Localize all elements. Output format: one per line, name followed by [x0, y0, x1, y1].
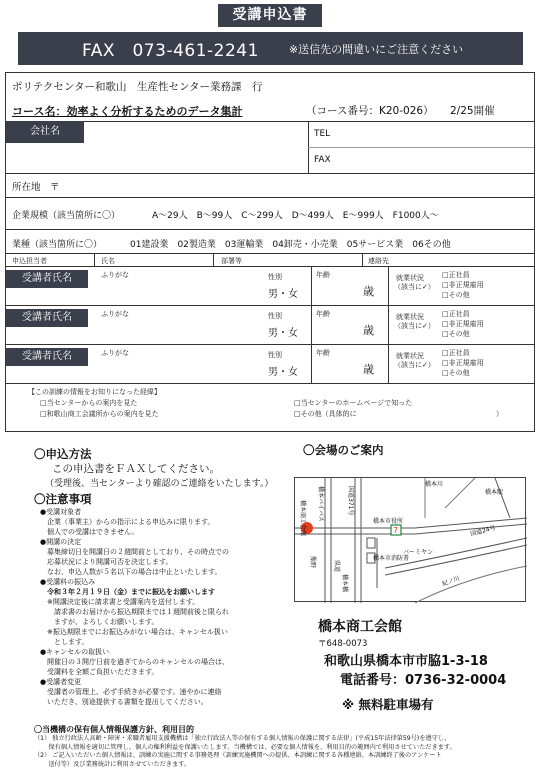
map-label-route371: 国道371号 [347, 486, 354, 516]
industry-label: 業種（該当箇所に〇） [12, 240, 103, 250]
info-source-section [6, 383, 534, 431]
map-label-station: 橋本駅 [485, 489, 504, 496]
venue-name: 橋本商工会館 [318, 619, 402, 635]
employment-nonregular-checkbox[interactable]: □非正規雇用 [442, 320, 484, 328]
course-date: 2/25開催 [450, 105, 495, 117]
form-title: 受講申込書 [218, 4, 322, 27]
note-line: 請求書のお届けから振込期限までは１週間前後と限られ [40, 608, 229, 616]
note-line: 募集締切日を開講日の２週間前としており、その時点での [40, 548, 229, 556]
gender-choice[interactable]: 男・女 [268, 367, 298, 378]
trainee-row [6, 266, 534, 305]
info-source-title: 【この訓練の情報をお知りになった経緯】 [28, 388, 161, 396]
note-line: 個人での受講はできません。 [40, 528, 139, 536]
privacy-title: 〇当機構の保有個人情報保護方針、利用目的 [34, 725, 194, 734]
age-unit: 歳 [363, 285, 374, 298]
employment-other-checkbox[interactable]: □その他 [442, 330, 470, 338]
employment-sub: （該当に✓） [394, 361, 435, 369]
note-line: 応募状況により開講可否を決定します。 [40, 558, 173, 566]
map-label-bypass: 橋本バイパス [317, 486, 324, 522]
employment-label: 就業状況 [396, 313, 424, 321]
employment-label: 就業状況 [396, 274, 424, 282]
contact-dept-label: 部署等 [221, 257, 242, 265]
fax-banner [18, 32, 523, 65]
employment-regular-checkbox[interactable]: □正社員 [442, 310, 470, 318]
note-line: ●キャンセルの取扱い [40, 648, 110, 656]
scale-options[interactable]: A～29人 B～99人 C～299人 D～499人 E～999人 F1000人～ [152, 211, 439, 221]
note-line: ますが、よろしくお願いします。 [40, 618, 159, 626]
gender-choice[interactable]: 男・女 [268, 289, 298, 300]
age-label: 年齢 [316, 310, 330, 318]
contact-person-label: 申込担当者 [12, 257, 47, 265]
employment-other-checkbox[interactable]: □その他 [442, 291, 470, 299]
age-unit: 歳 [363, 363, 374, 376]
map-label-pref: 県道 [333, 560, 340, 573]
company-label: 会社名 [6, 121, 84, 143]
trainee-name-label: 受講者氏名 [6, 348, 88, 366]
course-name: コース名：効率よく分析するためのデータ集計 [12, 105, 243, 118]
venue-postal: 〒648-0073 [318, 639, 368, 649]
note-line: とします。 [40, 638, 89, 646]
venue-title: 〇会場のご案内 [303, 443, 384, 457]
map-label-cityhall: 橋本市役所 [373, 518, 404, 525]
note-line: いただき、別途提供する書類を提出してください。 [40, 698, 208, 706]
privacy-line: 送付等）及び業務統計に利用させていただきます。 [34, 760, 191, 768]
application-form [5, 72, 535, 432]
source-chamber-checkbox[interactable]: □和歌山商工会議所からの案内を見た [40, 410, 159, 418]
privacy-body [34, 735, 534, 769]
source-other-close: ） [496, 410, 503, 418]
gender-label: 性別 [268, 351, 282, 359]
apply-line2: （受理後、当センターより確認のご連絡をいたします。） [45, 479, 274, 489]
employment-other-checkbox[interactable]: □その他 [442, 369, 470, 377]
trainee-row [6, 344, 534, 383]
apply-title: 〇申込方法 [34, 447, 92, 461]
fax-warning: ※送信先の間違いにご注意ください [288, 42, 464, 56]
map-label-route24: 国道24号 [469, 524, 497, 538]
note-line: ●受講料の振込み [40, 578, 96, 586]
source-website-checkbox[interactable]: □当センターのホームページで知った [294, 399, 413, 407]
note-line: ※開講決定後に請求書と受講案内を送付します。 [40, 598, 200, 606]
note-line: 受講者の管理上、必ず手続きが必要です。速やかに連絡 [40, 688, 222, 696]
venue-parking: ※ 無料駐車場有 [342, 697, 434, 712]
notes-body [40, 507, 292, 707]
apply-line1: この申込書をＦＡＸしてください。 [52, 463, 220, 475]
venue-address: 和歌山県橋本市市脇1-3-18 [324, 654, 488, 669]
tel-label: TEL [314, 129, 331, 139]
map-label-chamber: 橋本商工会館 [299, 500, 306, 537]
map-label-firestation: 橋本市消防署 [373, 555, 410, 562]
source-center-checkbox[interactable]: □当センターからの案内を見た [40, 399, 138, 407]
furigana-label: ふりがな [101, 349, 129, 357]
notes-title: 〇注意事項 [34, 492, 92, 506]
gender-label: 性別 [268, 273, 282, 281]
age-unit: 歳 [363, 324, 374, 337]
svg-text:7: 7 [393, 526, 399, 535]
fax-number: FAX 073-461-2241 [82, 41, 259, 61]
fax-label: FAX [314, 155, 331, 165]
course-code: （コース番号：K20-026） [306, 105, 434, 117]
employment-sub: （該当に✓） [394, 283, 435, 291]
contact-name-label: 氏名 [101, 257, 115, 265]
map-label-bridge: 橋本橋 [341, 574, 348, 593]
note-line: 開催日の３開庁日前を過ぎてからのキャンセルの場合は、 [40, 658, 229, 666]
age-label: 年齢 [316, 271, 330, 279]
employment-sub: （該当に✓） [394, 322, 435, 330]
contact-phone-label: 連絡先 [368, 257, 389, 265]
scale-label: 企業規模（該当箇所に〇） [12, 211, 121, 221]
employment-label: 就業状況 [396, 352, 424, 360]
furigana-label: ふりがな [101, 271, 129, 279]
note-line: なお、申込人数が５名以下の場合は中止といたします。 [40, 568, 222, 576]
note-line: 令和３年２月１９日（金）までに振込をお願いします [40, 588, 215, 596]
privacy-line: （1） 独立行政法人高齢・障害・求職者雇用支援機構は「独立行政法人等の保有する個人情報の保護に関する法律」(平成15年法律第59号)を遵守し、 [34, 735, 451, 742]
gender-choice[interactable]: 男・女 [268, 328, 298, 339]
venue-map [294, 477, 526, 602]
employment-nonregular-checkbox[interactable]: □非正規雇用 [442, 281, 484, 289]
privacy-line: （2） ご記入いただいた個人情報は、訓練の実施に関する事務処理（訓練実施機関への提供、本訓練に関する各種連絡、本訓練終了後のアンケート [34, 752, 442, 759]
trainee-name-label: 受講者氏名 [6, 309, 88, 327]
map-label-kinokawa: 紀ノ川 [441, 575, 461, 588]
gender-label: 性別 [268, 312, 282, 320]
employment-regular-checkbox[interactable]: □正社員 [442, 349, 470, 357]
note-line: 受講料を全額ご負担いただきます。 [40, 668, 159, 676]
map-label-bermian: バーミヤン [403, 549, 433, 556]
map-label-river: 橋本川 [425, 481, 444, 488]
address-label: 所在地 〒 [12, 182, 60, 193]
note-line: ●受講者変更 [40, 678, 82, 686]
source-other-checkbox[interactable]: □その他（具体的に [294, 410, 357, 418]
note-line: ●受講対象者 [40, 508, 82, 516]
trainee-row [6, 305, 534, 344]
furigana-label: ふりがな [101, 310, 129, 318]
note-line: ※振込期限までにお振込みがない場合は、キャンセル扱い [40, 628, 228, 636]
addressee: ポリテクセンター和歌山 生産性センター業務課 行 [12, 81, 263, 93]
venue-phone: 電話番号：0736-32-0004 [340, 673, 507, 688]
industry-options[interactable]: 01建設業 02製造業 03運輸業 04卸売・小売業 05サービス業 06その他 [130, 240, 451, 250]
trainee-name-label: 受講者氏名 [6, 270, 88, 288]
privacy-line: 保有個人情報を適切に管理し、個人の権利利益を保護いたします。当機構では、必要な個人情報を、利用目的の範囲内で利用させていただきます。 [34, 743, 456, 751]
map-label-kumakura: 熊野 [309, 556, 316, 569]
employment-nonregular-checkbox[interactable]: □非正規雇用 [442, 359, 484, 367]
employment-regular-checkbox[interactable]: □正社員 [442, 271, 470, 279]
map-drawing [295, 478, 527, 603]
note-line: 企業（事業主）からの指示による申込みに限ります。 [40, 518, 215, 526]
note-line: ●開講の決定 [40, 538, 82, 546]
age-label: 年齢 [316, 349, 330, 357]
